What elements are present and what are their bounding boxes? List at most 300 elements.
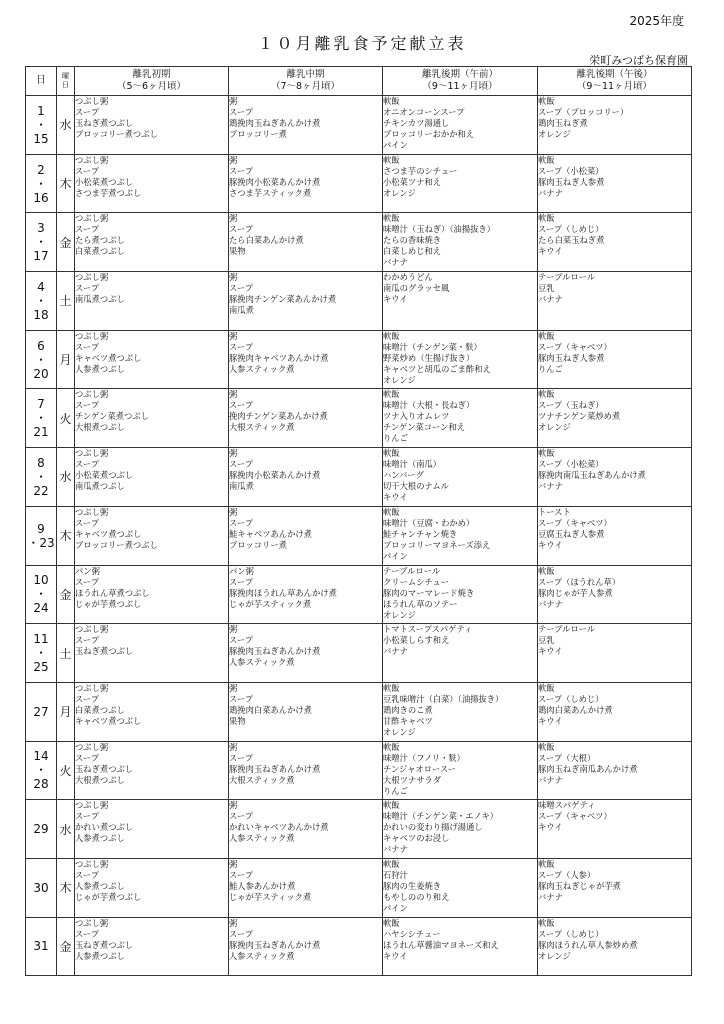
menu-item: スープ（キャベツ） bbox=[538, 517, 612, 528]
menu-item: じゃが芋煮つぶし bbox=[75, 598, 142, 609]
menu-item: 豚挽肉ほうれん草あんかけ煮 bbox=[229, 587, 337, 598]
late-am-menu bbox=[383, 624, 538, 683]
menu-item: スープ bbox=[75, 517, 100, 528]
page-title: １０月離乳食予定献立表 bbox=[257, 34, 467, 53]
day-number: 29 bbox=[33, 822, 49, 837]
menu-item: 軟飯 bbox=[383, 682, 400, 693]
menu-item: キウイ bbox=[538, 715, 563, 726]
menu-item: 豚挽肉玉ねぎあんかけ煮 bbox=[229, 939, 321, 950]
menu-item: 粥 bbox=[229, 96, 238, 106]
menu-item: スープ（小松菜） bbox=[538, 459, 604, 470]
menu-item: 粥 bbox=[229, 330, 238, 341]
weekday-cell: 金 bbox=[57, 565, 75, 624]
late-pm-menu bbox=[538, 917, 692, 976]
weekday-header-label: 曜日 bbox=[62, 72, 69, 89]
menu-item: つぶし粥 bbox=[75, 682, 109, 693]
day-number: ・ bbox=[34, 763, 47, 778]
menu-item: ブロッコリー煮つぶし bbox=[75, 129, 158, 139]
day-number: ・ bbox=[34, 587, 47, 602]
menu-item: 玉ねぎ煮つぶし bbox=[75, 646, 134, 657]
menu-item: スープ（キャベツ） bbox=[538, 811, 612, 822]
late-am-menu bbox=[383, 213, 538, 272]
menu-item: 南瓜煮つぶし bbox=[75, 481, 125, 492]
middle-menu bbox=[229, 448, 383, 507]
menu-item: 人参スティック煮 bbox=[229, 950, 295, 961]
day-number: 31 bbox=[33, 939, 49, 954]
day-number: 4 bbox=[37, 279, 45, 294]
menu-item: 小松菜ツナ和え bbox=[383, 176, 442, 187]
menu-item: スープ bbox=[75, 576, 100, 587]
menu-item: バナナ bbox=[538, 187, 563, 198]
table-row bbox=[26, 858, 692, 917]
fiscal-year: 2025年度 bbox=[629, 14, 684, 28]
menu-item: かれいの変わり揚げ湯通し bbox=[383, 822, 483, 833]
menu-item: キウイ bbox=[538, 822, 563, 833]
menu-item: キャベツ煮つぶし bbox=[75, 528, 142, 539]
early-menu bbox=[75, 741, 229, 800]
late-pm-header-age: （9～11ヶ月頃） bbox=[576, 81, 653, 92]
late-pm-header bbox=[538, 67, 692, 96]
menu-item: オレンジ bbox=[383, 374, 416, 385]
middle-menu bbox=[229, 917, 383, 976]
menu-item: パイン bbox=[383, 902, 408, 913]
late-pm-menu bbox=[538, 330, 692, 389]
menu-item: スープ bbox=[75, 811, 100, 822]
menu-item: 大根スティック煮 bbox=[229, 422, 295, 433]
day-number: ・ bbox=[34, 469, 47, 484]
table-row bbox=[26, 917, 692, 976]
menu-item: スープ bbox=[75, 165, 100, 176]
day-number: ・ bbox=[34, 646, 47, 661]
menu-item: つぶし粥 bbox=[75, 96, 109, 106]
late-pm-menu bbox=[538, 858, 692, 917]
menu-item: 豚挽肉玉ねぎあんかけ煮 bbox=[229, 646, 321, 657]
table-row bbox=[26, 213, 692, 272]
menu-item: 軟飯 bbox=[538, 389, 555, 400]
menu-item: つぶし粥 bbox=[75, 213, 109, 224]
menu-item: スープ bbox=[229, 576, 254, 587]
menu-item: 軟飯 bbox=[538, 330, 555, 341]
menu-item: テーブルロール bbox=[383, 565, 441, 576]
middle-menu bbox=[229, 741, 383, 800]
late-am-menu bbox=[383, 741, 538, 800]
menu-item: バナナ bbox=[538, 294, 563, 305]
middle-menu bbox=[229, 565, 383, 624]
late-am-menu bbox=[383, 389, 538, 448]
menu-item: テーブルロール bbox=[538, 624, 596, 635]
menu-item: 軟飯 bbox=[538, 741, 555, 752]
menu-item: 豆乳味噌汁（白菜）（油揚抜き） bbox=[383, 693, 504, 704]
table-row bbox=[26, 506, 692, 565]
menu-item: 粥 bbox=[229, 272, 238, 283]
menu-item: 味噌汁（チンゲン菜・エノキ） bbox=[383, 811, 499, 822]
menu-item: チンゲン菜煮つぶし bbox=[75, 411, 149, 422]
early-menu bbox=[75, 96, 229, 155]
menu-item: 鶏肉白菜あんかけ煮 bbox=[538, 704, 613, 715]
menu-item: スープ bbox=[75, 693, 100, 704]
menu-item: スープ bbox=[75, 224, 100, 235]
menu-item: スープ bbox=[75, 341, 100, 352]
weekday-cell: 水 bbox=[57, 96, 75, 155]
menu-item: ブロッコリー煮 bbox=[229, 539, 287, 550]
day-cell bbox=[26, 682, 57, 741]
menu-item: つぶし粥 bbox=[75, 272, 109, 283]
weekday-header bbox=[57, 67, 75, 96]
menu-item: 粥 bbox=[229, 682, 238, 693]
day-number: ・ bbox=[34, 352, 47, 367]
late-pm-menu bbox=[538, 96, 692, 155]
day-number: 3 bbox=[37, 221, 45, 236]
early-menu bbox=[75, 624, 229, 683]
day-number: 28 bbox=[33, 777, 49, 792]
early-menu bbox=[75, 858, 229, 917]
menu-item: 豚挽肉玉ねぎあんかけ煮 bbox=[229, 763, 321, 774]
weekday-cell: 月 bbox=[57, 682, 75, 741]
menu-item: ほうれん草醤油マヨネーズ和え bbox=[383, 939, 499, 950]
menu-item: 軟飯 bbox=[383, 448, 400, 459]
menu-item: 人参煮つぶし bbox=[75, 833, 125, 844]
day-cell bbox=[26, 330, 57, 389]
middle-header bbox=[229, 67, 383, 96]
late-am-menu bbox=[383, 565, 538, 624]
late-am-header-age: （9～11ヶ月頃） bbox=[422, 81, 498, 92]
menu-item: オレンジ bbox=[538, 422, 571, 433]
menu-item: 豚肉じゃが芋人参煮 bbox=[538, 587, 613, 598]
late-pm-menu bbox=[538, 213, 692, 272]
day-cell bbox=[26, 624, 57, 683]
menu-item: つぶし粥 bbox=[75, 389, 109, 400]
menu-item: たら白菜玉ねぎ煮 bbox=[538, 235, 605, 246]
menu-item: 粥 bbox=[229, 858, 238, 869]
menu-item: つぶし粥 bbox=[75, 506, 109, 517]
early-menu bbox=[75, 154, 229, 213]
menu-item: ブロッコリー煮つぶし bbox=[75, 539, 158, 550]
menu-item: りんご bbox=[538, 363, 563, 374]
menu-item: チンジャオロースー bbox=[383, 763, 457, 774]
day-number: ・ bbox=[34, 235, 47, 250]
menu-item: 軟飯 bbox=[383, 330, 400, 341]
menu-item: 白菜煮つぶし bbox=[75, 704, 125, 715]
weekday-cell: 木 bbox=[57, 858, 75, 917]
menu-item: 豚肉のマーマレード焼き bbox=[383, 587, 475, 598]
day-number: 7 bbox=[37, 397, 45, 412]
day-number: ・ bbox=[34, 117, 47, 132]
late-pm-menu bbox=[538, 624, 692, 683]
day-number: 25 bbox=[33, 660, 49, 675]
day-number: 15 bbox=[33, 131, 49, 146]
late-pm-header-name: 離乳後期（午後） bbox=[576, 69, 653, 80]
menu-item: 軟飯 bbox=[383, 917, 400, 928]
menu-item: 鶏肉きのこ煮 bbox=[383, 704, 433, 715]
menu-item: 軟飯 bbox=[538, 213, 555, 224]
day-number: 20 bbox=[33, 366, 49, 381]
header-row bbox=[26, 67, 692, 96]
late-pm-menu bbox=[538, 682, 692, 741]
middle-menu bbox=[229, 272, 383, 331]
weekday-cell: 木 bbox=[57, 154, 75, 213]
early-menu bbox=[75, 917, 229, 976]
late-am-menu bbox=[383, 858, 538, 917]
menu-item: つぶし粥 bbox=[75, 448, 109, 459]
menu-item: スープ（しめじ） bbox=[538, 693, 604, 704]
menu-item: バナナ bbox=[383, 844, 408, 855]
menu-item: 豚肉ほうれん草人参炒め煮 bbox=[538, 939, 638, 950]
weekday-cell: 土 bbox=[57, 272, 75, 331]
menu-item: りんご bbox=[383, 433, 408, 444]
menu-item: さつま芋のシチュー bbox=[383, 165, 458, 176]
late-pm-menu bbox=[538, 154, 692, 213]
day-number: 1 bbox=[37, 103, 45, 118]
late-pm-menu bbox=[538, 389, 692, 448]
menu-item: スープ bbox=[229, 283, 254, 294]
menu-item: スープ bbox=[75, 635, 100, 646]
middle-menu bbox=[229, 330, 383, 389]
menu-item: 挽肉チンゲン菜あんかけ煮 bbox=[229, 411, 328, 422]
menu-item: 石狩汁 bbox=[383, 869, 408, 880]
menu-item: 鶏挽肉白菜あんかけ煮 bbox=[229, 704, 312, 715]
menu-item: スープ bbox=[75, 283, 100, 294]
early-menu bbox=[75, 213, 229, 272]
menu-item: 軟飯 bbox=[383, 154, 400, 165]
menu-item: 粥 bbox=[229, 741, 238, 752]
menu-item: スープ bbox=[229, 517, 254, 528]
menu-item: トースト bbox=[538, 506, 571, 517]
menu-item: オレンジ bbox=[383, 726, 416, 737]
menu-item: 人参煮つぶし bbox=[75, 880, 125, 891]
menu-item: 果物 bbox=[229, 246, 246, 257]
menu-item: オレンジ bbox=[538, 950, 571, 961]
menu-item: キウイ bbox=[538, 539, 563, 550]
day-cell bbox=[26, 506, 57, 565]
menu-item: 豚肉玉ねぎ南瓜あんかけ煮 bbox=[538, 763, 638, 774]
menu-item: オニオンコーンスープ bbox=[383, 107, 465, 117]
menu-item: 軟飯 bbox=[538, 565, 555, 576]
menu-item: チンゲン菜コーン和え bbox=[383, 422, 466, 433]
late-pm-menu bbox=[538, 506, 692, 565]
menu-item: オレンジ bbox=[538, 129, 571, 139]
middle-menu bbox=[229, 506, 383, 565]
menu-item: キウイ bbox=[538, 646, 563, 657]
late-am-menu bbox=[383, 96, 538, 155]
menu-item: 豚肉玉ねぎじゃが芋煮 bbox=[538, 880, 621, 891]
menu-item: かれい煮つぶし bbox=[75, 822, 134, 833]
menu-item: ほうれん草煮つぶし bbox=[75, 587, 150, 598]
menu-item: さつま芋煮つぶし bbox=[75, 187, 142, 198]
weekday-cell: 水 bbox=[57, 448, 75, 507]
late-am-header-name: 離乳後期（午前） bbox=[421, 69, 498, 80]
menu-item: 人参スティック煮 bbox=[229, 657, 295, 668]
menu-item: つぶし粥 bbox=[75, 800, 109, 811]
menu-item: スープ bbox=[229, 635, 254, 646]
menu-item: 軟飯 bbox=[383, 506, 400, 517]
menu-item: りんご bbox=[383, 785, 408, 796]
menu-item: 小松菜煮つぶし bbox=[75, 176, 134, 187]
menu-item: 味噌汁（大根・長ねぎ） bbox=[383, 400, 475, 411]
menu-body bbox=[26, 96, 692, 976]
menu-item: スープ bbox=[75, 400, 100, 411]
menu-item: 鮭チャンチャン焼き bbox=[383, 528, 458, 539]
menu-item: バナナ bbox=[538, 891, 563, 902]
menu-item: 大根スティック煮 bbox=[229, 774, 295, 785]
menu-item: たら白菜あんかけ煮 bbox=[229, 235, 304, 246]
day-number: ・ bbox=[34, 176, 47, 191]
menu-item: スープ bbox=[229, 693, 254, 704]
menu-item: スープ bbox=[75, 928, 100, 939]
menu-item: 鮭人参あんかけ煮 bbox=[229, 880, 296, 891]
menu-item: 粥 bbox=[229, 154, 238, 165]
menu-item: スープ bbox=[229, 928, 254, 939]
late-am-menu bbox=[383, 448, 538, 507]
day-number: 30 bbox=[33, 880, 49, 895]
menu-item: 豚挽肉南瓜玉ねぎあんかけ煮 bbox=[538, 470, 646, 481]
early-header bbox=[75, 67, 229, 96]
menu-item: 人参スティック煮 bbox=[229, 833, 295, 844]
weekday-cell: 水 bbox=[57, 800, 75, 859]
middle-header-age: （7～8ヶ月頃） bbox=[270, 81, 341, 92]
menu-item: 粥 bbox=[229, 389, 238, 400]
early-menu bbox=[75, 800, 229, 859]
day-cell bbox=[26, 272, 57, 331]
day-cell bbox=[26, 741, 57, 800]
menu-item: パン粥 bbox=[75, 565, 100, 576]
day-header: 日 bbox=[26, 67, 57, 96]
menu-item: 軟飯 bbox=[383, 96, 400, 106]
table-row bbox=[26, 330, 692, 389]
menu-item: スープ bbox=[229, 752, 254, 763]
early-menu bbox=[75, 506, 229, 565]
menu-item: オレンジ bbox=[383, 187, 416, 198]
menu-item: わかめうどん bbox=[383, 272, 433, 283]
menu-item: ツナチンゲン菜炒め煮 bbox=[538, 411, 621, 422]
menu-item: 人参スティック煮 bbox=[229, 363, 295, 374]
middle-menu bbox=[229, 682, 383, 741]
day-cell bbox=[26, 213, 57, 272]
menu-item: ハンバーグ bbox=[383, 470, 424, 481]
day-number: 27 bbox=[33, 704, 49, 719]
weekday-cell: 火 bbox=[57, 389, 75, 448]
menu-item: 豚挽肉小松菜あんかけ煮 bbox=[229, 176, 321, 187]
menu-item: 粥 bbox=[229, 917, 238, 928]
weekday-cell: 金 bbox=[57, 213, 75, 272]
menu-item: バナナ bbox=[383, 257, 408, 268]
menu-item: 軟飯 bbox=[383, 389, 400, 400]
menu-item: 切干大根のナムル bbox=[383, 481, 449, 492]
early-header-name: 離乳初期 bbox=[132, 69, 171, 80]
table-row bbox=[26, 272, 692, 331]
day-number: 2 bbox=[37, 162, 45, 177]
menu-item: スープ bbox=[75, 869, 100, 880]
menu-item: キャベツと胡瓜のごま酢和え bbox=[383, 363, 491, 374]
menu-item: キャベツ煮つぶし bbox=[75, 352, 142, 363]
menu-item: スープ bbox=[75, 752, 100, 763]
menu-item: つぶし粥 bbox=[75, 624, 109, 635]
weekday-cell: 火 bbox=[57, 741, 75, 800]
late-am-menu bbox=[383, 682, 538, 741]
menu-item: バナナ bbox=[538, 481, 563, 492]
day-cell bbox=[26, 858, 57, 917]
table-row bbox=[26, 741, 692, 800]
menu-item: 軟飯 bbox=[538, 96, 555, 106]
menu-item: バナナ bbox=[383, 646, 408, 657]
day-number: ・ bbox=[34, 411, 47, 426]
menu-item: じゃが芋スティック煮 bbox=[229, 598, 312, 609]
menu-item: 鶏挽肉玉ねぎあんかけ煮 bbox=[229, 118, 321, 128]
menu-item: じゃが芋煮つぶし bbox=[75, 891, 142, 902]
menu-item: 豚肉玉ねぎ人参煮 bbox=[538, 176, 605, 187]
late-am-menu bbox=[383, 154, 538, 213]
day-cell bbox=[26, 154, 57, 213]
late-am-menu bbox=[383, 800, 538, 859]
menu-item: もやしののり和え bbox=[383, 891, 450, 902]
menu-item: 南瓜煮 bbox=[229, 305, 254, 316]
weekday-cell: 金 bbox=[57, 917, 75, 976]
day-number: 11 bbox=[33, 632, 49, 647]
late-am-header bbox=[383, 67, 538, 96]
menu-item: 味噌汁（フノリ・麩） bbox=[383, 752, 465, 763]
menu-item: 豆腐玉ねぎ人参煮 bbox=[538, 528, 605, 539]
middle-menu bbox=[229, 96, 383, 155]
menu-item: 粥 bbox=[229, 448, 238, 459]
menu-item: キウイ bbox=[383, 950, 408, 961]
late-pm-menu bbox=[538, 565, 692, 624]
late-pm-menu bbox=[538, 800, 692, 859]
late-am-menu bbox=[383, 917, 538, 976]
menu-item: 大根煮つぶし bbox=[75, 422, 125, 433]
table-row bbox=[26, 565, 692, 624]
menu-item: 味噌汁（玉ねぎ）（油揚抜き） bbox=[383, 224, 496, 235]
menu-item: 甘酢キャベツ bbox=[383, 715, 433, 726]
day-number: 6 bbox=[37, 338, 45, 353]
day-cell bbox=[26, 565, 57, 624]
weekday-cell: 月 bbox=[57, 330, 75, 389]
menu-item: テーブルロール bbox=[538, 272, 596, 283]
menu-item: 豚肉の生姜焼き bbox=[383, 880, 442, 891]
day-cell bbox=[26, 389, 57, 448]
menu-item: 小松菜煮つぶし bbox=[75, 470, 134, 481]
menu-item: 白菜しめじ和え bbox=[383, 246, 442, 257]
day-number: 10 bbox=[33, 573, 49, 588]
menu-item: キウイ bbox=[383, 492, 408, 503]
menu-item: 人参煮つぶし bbox=[75, 363, 125, 374]
menu-item: パイン bbox=[383, 140, 408, 150]
menu-item: キャベツ煮つぶし bbox=[75, 715, 142, 726]
menu-item: 果物 bbox=[229, 715, 246, 726]
early-menu bbox=[75, 389, 229, 448]
menu-item: じゃが芋スティック煮 bbox=[229, 891, 312, 902]
menu-item: 南瓜煮 bbox=[229, 481, 254, 492]
menu-item: スープ bbox=[229, 811, 254, 822]
menu-item: ほうれん草のソテー bbox=[383, 598, 458, 609]
table-row bbox=[26, 389, 692, 448]
organization-name: 栄町みつばち保育園 bbox=[589, 54, 688, 67]
menu-item: 南瓜のグラッセ風 bbox=[383, 283, 450, 294]
menu-item: 軟飯 bbox=[383, 741, 400, 752]
early-menu bbox=[75, 682, 229, 741]
menu-item: 白菜煮つぶし bbox=[75, 246, 125, 257]
menu-item: 人参煮つぶし bbox=[75, 950, 125, 961]
menu-item: 味噌汁（豆腐・わかめ） bbox=[383, 517, 475, 528]
menu-item: キウイ bbox=[538, 246, 563, 257]
day-cell bbox=[26, 96, 57, 155]
menu-item: バナナ bbox=[538, 774, 563, 785]
day-number: 22 bbox=[33, 483, 49, 498]
menu-item: スープ bbox=[75, 459, 100, 470]
menu-item: 軟飯 bbox=[383, 858, 400, 869]
menu-item: スープ bbox=[229, 869, 254, 880]
menu-item: スープ（小松菜） bbox=[538, 165, 604, 176]
table-row bbox=[26, 96, 692, 155]
menu-item: 粥 bbox=[229, 506, 238, 517]
